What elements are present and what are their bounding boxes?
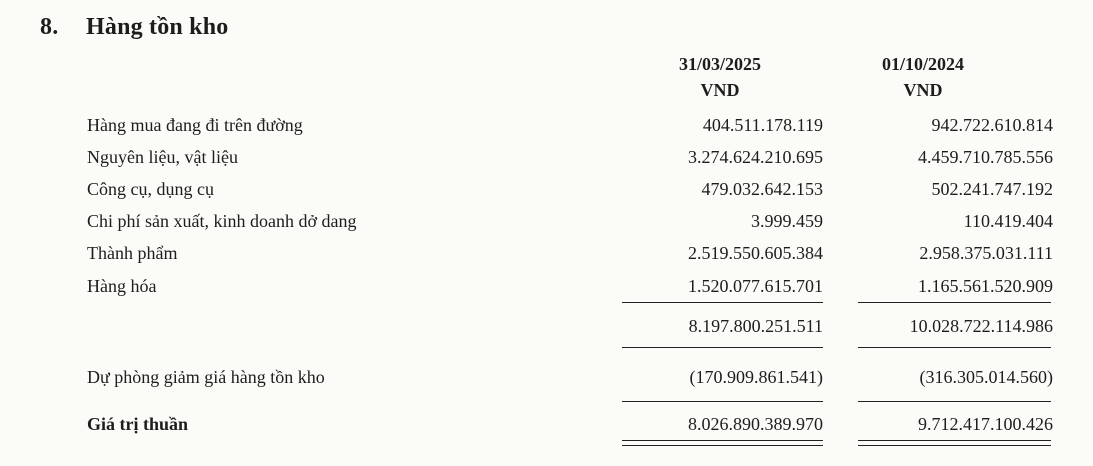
value-prior: 4.459.710.785.556 (918, 147, 1053, 167)
provision-row (0, 363, 1093, 391)
value-current: 404.511.178.119 (702, 115, 823, 135)
table-row (0, 175, 1093, 203)
subtotal-current: 8.197.800.251.511 (688, 316, 823, 336)
column-header-current (620, 51, 820, 103)
value-current: 1.520.077.615.701 (688, 276, 823, 296)
value-current: 3.999.459 (751, 211, 823, 231)
column-header-prior (823, 51, 1023, 103)
column-date: 01/10/2024 (881, 54, 964, 74)
rule-line (858, 302, 1051, 303)
column-date: 31/03/2025 (678, 54, 761, 74)
value-current: 3.274.624.210.695 (688, 147, 823, 167)
row-label: Chi phí sản xuất, kinh doanh dở dang (87, 211, 357, 231)
column-unit: VND (700, 80, 740, 100)
double-rule-line (858, 445, 1051, 446)
rule-line (858, 401, 1051, 402)
value-prior: 2.958.375.031.111 (919, 243, 1053, 263)
row-label: Hàng hóa (87, 276, 157, 296)
table-row (0, 143, 1093, 171)
table-row (0, 272, 1093, 300)
double-rule-line (858, 440, 1051, 441)
table-row (0, 111, 1093, 139)
section-number: 8. (40, 14, 59, 40)
table-row (0, 207, 1093, 235)
subtotal-prior: 10.028.722.114.986 (909, 316, 1053, 336)
row-label: Thành phẩm (87, 243, 178, 263)
value-current: 2.519.550.605.384 (688, 243, 823, 263)
rule-line (622, 302, 823, 303)
row-label: Dự phòng giảm giá hàng tồn kho (87, 367, 325, 387)
double-rule-line (622, 440, 823, 441)
double-rule-line (622, 445, 823, 446)
value-current: (170.909.861.541) (689, 367, 823, 387)
section-title: Hàng tồn kho (86, 14, 229, 40)
rule-line (622, 347, 823, 348)
row-label: Hàng mua đang đi trên đường (87, 115, 303, 135)
value-prior: 502.241.747.192 (931, 179, 1053, 199)
value-current: 479.032.642.153 (701, 179, 823, 199)
net-row (0, 410, 1093, 438)
value-prior: 9.712.417.100.426 (918, 414, 1053, 434)
value-prior: 110.419.404 (963, 211, 1053, 231)
value-prior: 1.165.561.520.909 (918, 276, 1053, 296)
section-heading (40, 14, 228, 41)
rule-line (622, 401, 823, 402)
row-label: Nguyên liệu, vật liệu (87, 147, 238, 167)
value-current: 8.026.890.389.970 (688, 414, 823, 434)
row-label: Công cụ, dụng cụ (87, 179, 214, 199)
row-label: Giá trị thuần (87, 414, 189, 434)
rule-line (858, 347, 1051, 348)
subtotal-row (0, 312, 1093, 340)
table-row (0, 239, 1093, 267)
value-prior: (316.305.014.560) (919, 367, 1053, 387)
column-unit: VND (903, 80, 943, 100)
value-prior: 942.722.610.814 (931, 115, 1053, 135)
